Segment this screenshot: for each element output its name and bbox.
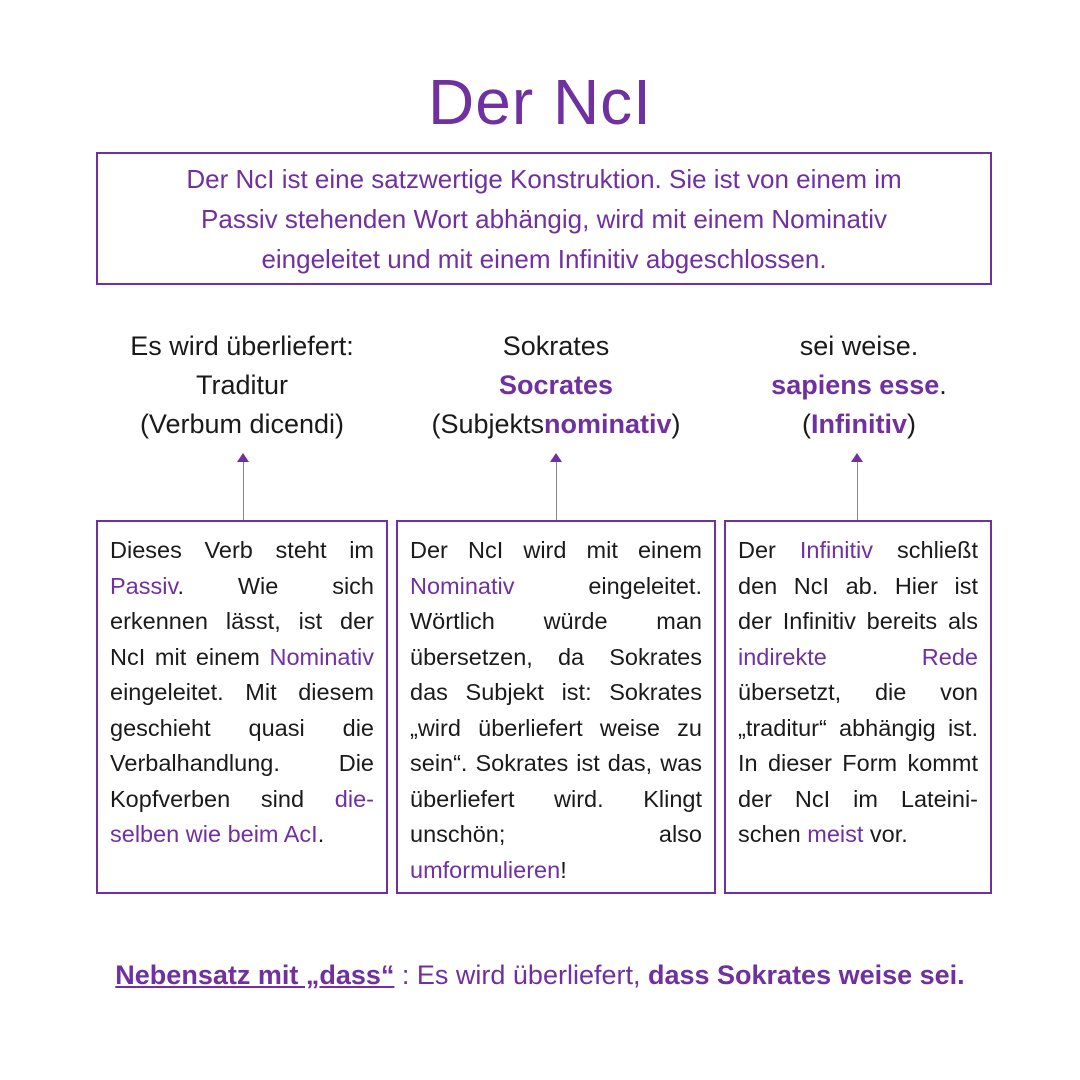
arrow-line — [556, 462, 557, 520]
explanation-box-infinitiv — [724, 520, 992, 894]
page-title: Der NcI — [428, 66, 652, 138]
explanation-highlight: meist — [807, 821, 864, 847]
arrow-up-icon — [237, 453, 249, 462]
german-phrase: Sokrates — [502, 331, 610, 361]
explanation-highlight: Infinitiv — [799, 537, 874, 563]
explanation-text: vor. — [863, 821, 908, 847]
explanation-text: eingeleitet. Mit diesem geschieht quasi die Verbalhandlung. Die Kopfverben sind — [110, 679, 374, 812]
explanation-text: Der — [738, 537, 800, 563]
column-verbum-dicendi — [96, 327, 388, 444]
explanation-text: eingeleitet. Wörtlich würde man übersetzen, da Sokrates das Subjekt ist: Sokrates „wird überliefert weise zu sein“. Sokrates ist das, was überliefert wird. Klingt unschön; also — [410, 572, 702, 847]
definition-box — [96, 152, 992, 285]
grammar-role-text: ) — [907, 409, 916, 439]
explanation-text: übersetzt, die von „traditur“ abhängig ist. In dieser Form kommt der NcI im Lateinischen — [738, 679, 978, 847]
grammar-role — [726, 405, 992, 444]
explanation-highlight: umformulieren — [410, 856, 561, 883]
explanation-highlight: Passiv — [110, 572, 178, 599]
arrow-up-icon — [851, 453, 863, 462]
grammar-role-text: (Subjekts — [431, 409, 545, 439]
grammar-role-text: ( — [802, 409, 811, 439]
footer-summary — [0, 955, 1080, 995]
latin-phrase-highlight: sapiens esse — [771, 370, 940, 400]
explanation-text: ! — [560, 856, 567, 883]
explanation-highlight: dieselben wie beim AcI — [110, 785, 374, 847]
german-phrase: Es wird überliefert: — [130, 331, 354, 361]
footer-label: Nebensatz mit „dass“ — [115, 960, 395, 990]
footer-emphasis: dass Sokrates weise sei. — [647, 960, 965, 990]
explanation-box-verb — [96, 520, 388, 894]
german-phrase: sei weise. — [799, 331, 919, 361]
explanation-highlight: Nominativ — [410, 572, 515, 599]
grammar-role-highlight: nominativ — [544, 409, 672, 439]
explanation-text: . Wie sich erkennen lässt, ist der NcI mit einem — [110, 572, 374, 670]
footer-text: : Es wird überliefert, — [394, 960, 648, 990]
explanation-text: schließt den NcI ab. Hier ist der Infinitiv bereits als — [738, 537, 978, 634]
grammar-role: (Verbum dicendi) — [139, 409, 345, 439]
column-infinitiv — [726, 327, 992, 444]
explanation-text: Der NcI wird mit einem — [410, 537, 702, 563]
explanation-highlight: indirekte Rede — [738, 643, 978, 670]
grammar-role-text: ) — [671, 409, 681, 439]
latin-period: . — [939, 370, 947, 400]
explanation-box-nominativ — [396, 520, 716, 894]
explanation-highlight: Nominativ — [269, 643, 374, 670]
explanation-text: . — [317, 821, 325, 847]
arrow-up-icon — [550, 453, 562, 462]
latin-phrase — [726, 366, 992, 405]
arrow-line — [243, 462, 244, 520]
definition-line: eingeleitet und mit einem Infinitiv abgeschlossen. — [261, 243, 827, 274]
definition-line: Der NcI ist eine satzwertige Konstruktion. Sie ist von einem im — [186, 163, 902, 194]
column-subjektsnominativ — [396, 327, 716, 444]
latin-phrase: Socrates — [498, 370, 614, 400]
grammar-role-highlight: Infinitiv — [811, 409, 907, 439]
explanation-text: Dieses Verb steht im — [110, 537, 374, 563]
grammar-role — [396, 405, 716, 444]
latin-phrase: Traditur — [195, 370, 289, 400]
definition-line: Passiv stehenden Wort abhängig, wird mit einem Nominativ — [201, 203, 887, 234]
arrow-line — [857, 462, 858, 520]
